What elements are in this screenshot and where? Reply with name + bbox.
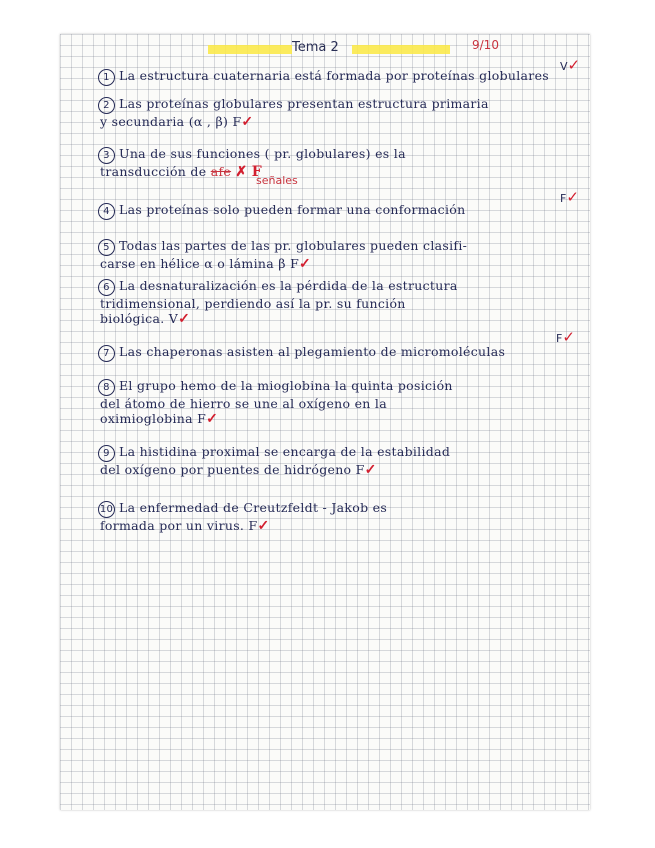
check-mark-icon: ✓ (562, 328, 575, 346)
highlighter-mark (208, 45, 292, 54)
question-item: 6 La desnaturalización es la pérdida de la estructura tridimensional, perdiendo así la pr. su función biológica. V✓ (98, 278, 568, 327)
item-number: 3 (98, 147, 115, 164)
question-item: 9 La histidina proximal se encarga de la estabilidad del oxígeno por puentes de hidrógeno F✓ (100, 444, 451, 478)
item-number: 10 (98, 501, 115, 518)
check-mark-icon: ✓ (257, 518, 270, 534)
grid-paper-sheet (60, 34, 590, 810)
check-mark-icon: ✓ (206, 411, 219, 427)
question-item: 8 El grupo hemo de la mioglobina la quinta posición del átomo de hierro se une al oxígeno en la oximioglobina F✓ (98, 378, 568, 427)
item-text: tridimensional, perdiendo así la pr. su función (100, 296, 406, 311)
item-number: 9 (98, 445, 115, 462)
item-text: biológica. (100, 311, 165, 326)
cross-mark-icon: ✗ (235, 164, 248, 180)
item-text: El grupo hemo de la mioglobina la quinta posición (119, 378, 453, 393)
item-number: 8 (98, 379, 115, 396)
check-mark-icon: ✓ (178, 311, 191, 327)
question-item (98, 68, 568, 86)
item-text: del átomo de hierro se une al oxígeno en la (100, 396, 387, 411)
item-text: La desnaturalización es la pérdida de la estructura (119, 278, 458, 293)
struck-word: afe (210, 164, 232, 179)
item-text: La estructura cuaternaria está formada por proteínas globulares (119, 68, 549, 83)
grade-mark: 9/10 (472, 38, 499, 52)
item-text: transducción de (100, 164, 207, 179)
item-number: 5 (98, 239, 115, 256)
question-item: 5 Todas las partes de las pr. globulares pueden clasifi- carse en hélice α o lámina β F✓ (100, 238, 468, 272)
item-text: Las chaperonas asisten al plegamiento de micromoléculas (119, 344, 506, 359)
answer-mark: F✓ (560, 188, 579, 206)
item-text: del oxígeno por puentes de hidrógeno (100, 462, 352, 477)
question-item (98, 202, 568, 220)
item-text: carse en hélice α o lámina β (100, 256, 286, 271)
item-text: Las proteínas solo pueden formar una conformación (119, 202, 466, 217)
question-item: 2 Las proteínas globulares presentan estructura primaria y secundaria (α , β) F✓ (100, 96, 489, 130)
item-number: 4 (98, 203, 115, 220)
check-mark-icon: ✓ (299, 256, 312, 272)
check-mark-icon: ✓ (364, 462, 377, 478)
item-number: 7 (98, 345, 115, 362)
question-item: 3 Una de sus funciones ( pr. globulares) es la transducción de afe ✗ F (100, 146, 406, 180)
highlighter-mark (352, 45, 450, 54)
check-mark-icon: ✓ (567, 56, 581, 74)
item-number: 1 (98, 69, 115, 86)
question-item: 10 La enfermedad de Creutzfeldt - Jakob es formada por un virus. F✓ (99, 500, 388, 534)
item-text: oximioglobina (100, 411, 193, 426)
item-number: 6 (98, 279, 115, 296)
answer-mark: V✓ (560, 56, 581, 74)
check-mark-icon: ✓ (566, 188, 579, 206)
item-text: Todas las partes de las pr. globulares pueden clasifi- (119, 238, 468, 253)
item-text: Las proteínas globulares presentan estructura primaria (119, 96, 489, 111)
teacher-correction: señales (256, 174, 298, 187)
item-text: La histidina proximal se encarga de la estabilidad (119, 444, 451, 459)
answer-mark: F✓ (556, 328, 575, 346)
item-text: La enfermedad de Creutzfeldt - Jakob es (119, 500, 388, 515)
page-title: Tema 2 (292, 40, 339, 55)
item-text: Una de sus funciones ( pr. globulares) es la (119, 146, 406, 161)
item-number: 2 (98, 97, 115, 114)
question-item (98, 344, 568, 362)
item-text: formada por un virus. (100, 518, 245, 533)
check-mark-icon: ✓ (241, 114, 254, 130)
item-text: y secundaria (α , β) (100, 114, 229, 129)
